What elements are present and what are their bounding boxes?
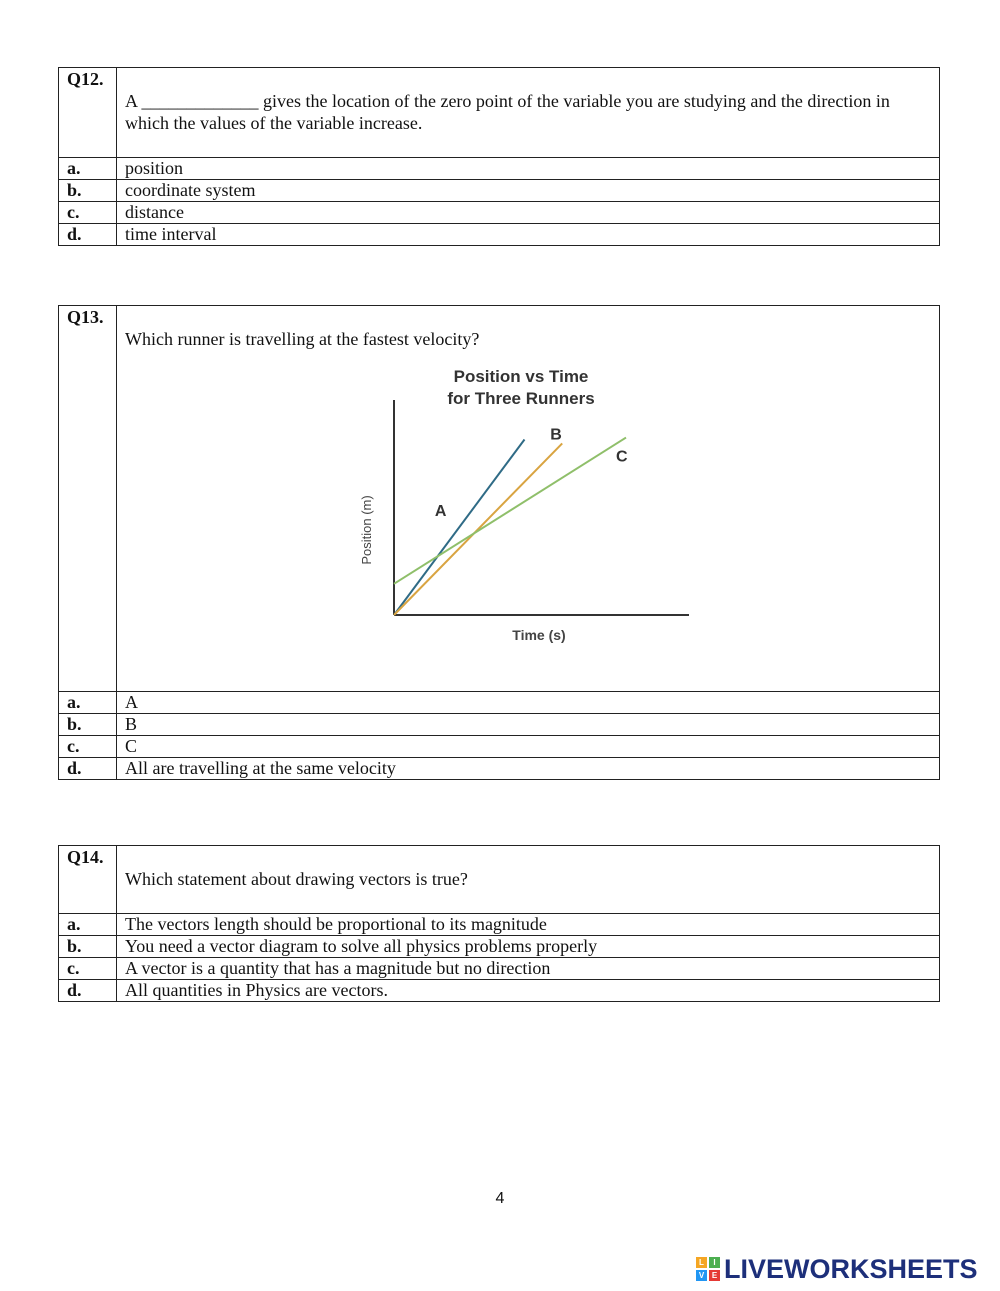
option-text[interactable]: time interval — [117, 224, 940, 246]
question-number: Q14. — [59, 846, 117, 914]
option-text[interactable]: coordinate system — [117, 180, 940, 202]
page-number: 4 — [495, 1190, 505, 1207]
option-row[interactable] — [59, 692, 940, 714]
option-row[interactable] — [59, 758, 940, 780]
option-row[interactable] — [59, 958, 940, 980]
series-label-a: A — [434, 503, 447, 521]
option-row[interactable] — [59, 936, 940, 958]
option-letter: b. — [59, 180, 117, 202]
option-letter: c. — [59, 958, 117, 980]
y-axis-label: Position (m) — [359, 495, 374, 565]
liveworksheets-logo — [696, 1252, 978, 1286]
question-13 — [58, 305, 940, 780]
option-letter: a. — [59, 158, 117, 180]
series-label-b: B — [550, 426, 562, 444]
chart-title-line: for Three Runners — [447, 389, 595, 408]
option-letter: d. — [59, 980, 117, 1002]
question-number: Q13. — [59, 306, 117, 692]
option-text[interactable]: B — [117, 714, 940, 736]
series-label-c: C — [616, 448, 628, 466]
question-number: Q12. — [59, 68, 117, 158]
option-row[interactable] — [59, 714, 940, 736]
option-text[interactable]: position — [117, 158, 940, 180]
question-14 — [58, 845, 940, 1002]
option-row[interactable] — [59, 914, 940, 936]
logo-letter: E — [709, 1270, 720, 1281]
question-12 — [58, 67, 940, 246]
option-text[interactable]: All quantities in Physics are vectors. — [117, 980, 940, 1002]
position-time-chart — [351, 360, 711, 660]
option-text[interactable]: distance — [117, 202, 940, 224]
option-row[interactable] — [59, 736, 940, 758]
option-text[interactable]: A — [117, 692, 940, 714]
logo-text: LIVEWORKSHEETS — [724, 1253, 978, 1284]
option-row[interactable] — [59, 158, 940, 180]
question-stem: Which runner is travelling at the fastest velocity? Position vs Time for Three Runners Time (s) Position (m) A B C — [117, 306, 940, 692]
option-text[interactable]: All are travelling at the same velocity — [117, 758, 940, 780]
option-letter: c. — [59, 736, 117, 758]
option-letter: c. — [59, 202, 117, 224]
option-row[interactable] — [59, 224, 940, 246]
option-letter: d. — [59, 758, 117, 780]
option-row[interactable] — [59, 202, 940, 224]
series-line-b — [394, 443, 562, 615]
question-stem: Which statement about drawing vectors is true? — [117, 846, 940, 914]
logo-letter: V — [696, 1270, 707, 1281]
option-letter: d. — [59, 224, 117, 246]
option-letter: a. — [59, 914, 117, 936]
option-text[interactable]: The vectors length should be proportional to its magnitude — [117, 914, 940, 936]
logo-mark-icon — [696, 1257, 720, 1281]
option-row[interactable] — [59, 180, 940, 202]
chart-title-line: Position vs Time — [453, 367, 589, 386]
option-letter: b. — [59, 936, 117, 958]
x-axis-label: Time (s) — [512, 627, 566, 643]
logo-letter: L — [696, 1257, 707, 1268]
question-stem: A _____________ gives the location of the zero point of the variable you are studying and the direction in which the values of the variable increase. — [117, 68, 940, 158]
option-text[interactable]: C — [117, 736, 940, 758]
option-letter: a. — [59, 692, 117, 714]
chart-svg — [351, 360, 711, 660]
option-text[interactable]: A vector is a quantity that has a magnitude but no direction — [117, 958, 940, 980]
option-text[interactable]: You need a vector diagram to solve all physics problems properly — [117, 936, 940, 958]
option-letter: b. — [59, 714, 117, 736]
logo-letter: I — [709, 1257, 720, 1268]
series-line-a — [394, 440, 525, 616]
option-row[interactable] — [59, 980, 940, 1002]
